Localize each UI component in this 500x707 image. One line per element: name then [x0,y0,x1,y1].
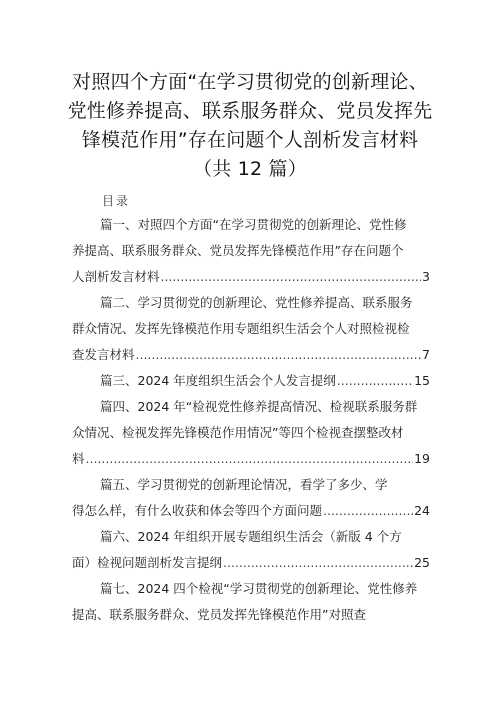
toc-entry-line: 篇三、2024 年度组织生活会个人发言提纲 [100,373,336,388]
toc-entry[interactable] [72,394,430,472]
toc-entry[interactable] [72,472,430,524]
toc-entry-leader-line [72,446,430,472]
toc-entry-line: 面）检视问题剖析发言提纲 [72,555,223,570]
toc-entry-line: 篇四、2024 年“检视党性修养提高情况、检视联系服务群 [100,399,418,414]
toc-heading: 目录 [102,194,131,208]
toc-entry-line: 查发言材料 [72,347,135,362]
toc-entry-line: 群众情况、发挥先锋模范作用专题组织生活会个人对照检视检 [72,321,410,336]
toc-page-number: 3 [422,269,430,284]
toc-entry-line: 料 [72,451,85,466]
toc-page-number: 7 [422,347,430,362]
toc-entry-line: 篇一、对照四个方面“在学习贯彻党的创新理论、党性修 [100,217,407,232]
toc-entry-leader-line [72,498,430,524]
table-of-contents [72,212,430,628]
toc-entry-line: 养提高、联系服务群众、党员发挥先锋模范作用”存在问题个 [72,243,404,258]
toc-entry[interactable] [72,368,430,394]
toc-entry[interactable] [72,212,430,290]
toc-entry-line: 篇二、学习贯彻党的创新理论、党性修养提高、联系服务 [100,295,413,310]
document-title [40,68,460,184]
toc-entry-line: 提高、联系服务群众、党员发挥先锋模范作用”对照查 [72,607,366,622]
toc-entry-line: 篇七、2024 四个检视“学习贯彻党的创新理论、党性修养 [100,581,418,596]
dot-leader [136,342,422,368]
toc-page-number: 25 [414,555,430,570]
dot-leader [161,264,422,290]
toc-page-number: 19 [414,451,430,466]
toc-entry-line: 得怎么样，有什么收获和体会等四个方面问题 [72,503,323,518]
toc-entry-leader-line [72,264,430,290]
dot-leader [337,368,413,394]
toc-entry-leader-line [72,550,430,576]
toc-entry-line: 人剖析发言材料 [72,269,160,284]
title-line: 锋模范作用”存在问题个人剖析发言材料 [81,129,419,151]
dot-leader [323,498,413,524]
title-line: （共 12 篇） [193,158,307,180]
title-line: 对照四个方面“在学习贯彻党的创新理论、 [72,71,428,93]
dot-leader [86,446,414,472]
title-line: 党性修养提高、联系服务群众、党员发挥先 [67,100,433,122]
toc-entry-line: 篇五、学习贯彻党的创新理论情况，看学了多少、学 [100,477,388,492]
dot-leader [223,550,413,576]
toc-page-number: 15 [414,373,430,388]
toc-entry[interactable] [72,524,430,576]
toc-entry[interactable] [72,576,430,628]
toc-entry-line: 众情况、检视发挥先锋模范作用情况”等四个检视查摆整改材 [72,425,404,440]
toc-entry-leader-line [72,368,430,394]
toc-entry[interactable] [72,290,430,368]
toc-entry-leader-line [72,342,430,368]
toc-page-number: 24 [414,503,430,518]
toc-entry-line: 篇六、2024 年组织开展专题组织生活会（新版 4 个方 [100,529,402,544]
